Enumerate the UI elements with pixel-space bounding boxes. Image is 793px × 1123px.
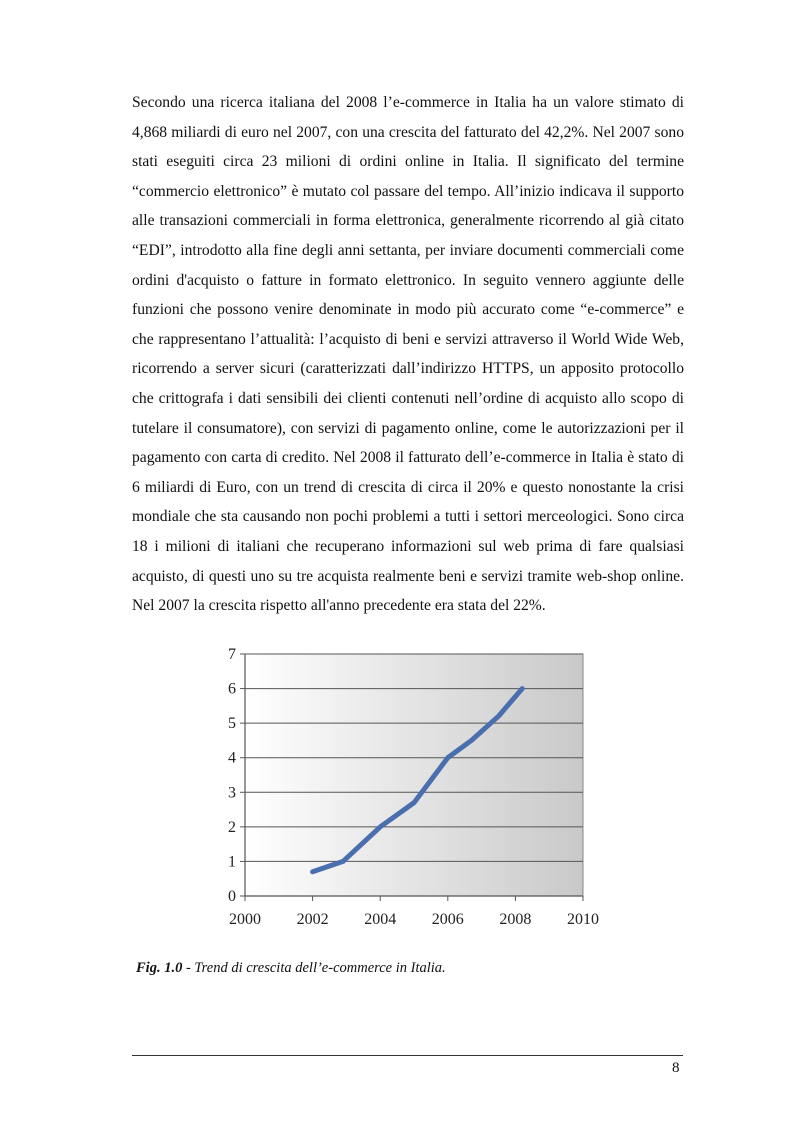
y-tick-label: 4	[228, 749, 236, 767]
x-tick-label: 2010	[567, 911, 599, 928]
y-tick-label: 7	[228, 646, 236, 663]
figure-caption	[136, 960, 446, 977]
y-tick-label: 3	[228, 784, 236, 802]
y-tick-label: 1	[228, 853, 236, 871]
y-tick-label: 6	[228, 680, 236, 698]
x-tick-label: 2002	[296, 911, 329, 928]
y-tick-label: 0	[228, 888, 236, 905]
x-axis-ticks	[229, 896, 599, 928]
page-number: 8	[672, 1060, 680, 1076]
growth-line-chart	[215, 640, 610, 940]
x-tick-label: 2006	[431, 911, 464, 928]
footer-rule	[132, 1055, 683, 1056]
y-tick-label: 2	[228, 818, 236, 836]
body-paragraph: Secondo una ricerca italiana del 2008 l’e-commerce in Italia ha un valore stimato di 4,868 miliardi di euro nel 2007, con una crescita del fatturato del 42,2%. Nel 2007 sono stati eseguiti circa 23 milioni di ordini online in Italia. Il significato del termine “commercio elettronico” è mutato col passare del tempo. All’inizio indicava il supporto alle transazioni commerciali in forma elettronica, generalmente ricorrendo al già citato “EDI”, introdotto alla fine degli anni settanta, per inviare documenti commerciali come ordini d'acquisto o fatture in formato elettronico. In seguito vennero aggiunte delle funzioni che possono venire denominate in modo più accurato come “e-commerce” e che rappresentano l’attualità: l’acquisto di beni e servizi attraverso il World Wide Web, ricorrendo a server sicuri (caratterizzati dall’indirizzo HTTPS, un apposito protocollo che crittografa i dati sensibili dei clienti contenuti nell’ordine di acquisto allo scopo di tutelare il consumatore), con servizi di pagamento online, come le autorizzazioni per il pagamento con carta di credito. Nel 2008 il fatturato dell’e-commerce in Italia è stato di 6 miliardi di Euro, con un trend di crescita di circa il 20% e questo nonostante la crisi mondiale che sta causando non pochi problemi a tutti i settori merceologici. Sono circa 18 i milioni di italiani che recuperano informazioni sul web prima di fare qualsiasi acquisto, di questi uno su tre acquista realmente beni e servizi tramite web-shop online. Nel 2007 la crescita rispetto all'anno precedente era stata del 22%.	[132, 94, 684, 615]
x-tick-label: 2000	[229, 911, 261, 928]
y-tick-label: 5	[228, 715, 236, 733]
y-axis-ticks	[228, 646, 245, 905]
figure-caption-text: - Trend di crescita dell’e-commerce in Italia.	[182, 960, 446, 976]
plot-area	[245, 654, 583, 896]
figure-label: Fig. 1.0	[136, 960, 183, 976]
x-tick-label: 2004	[364, 911, 397, 928]
x-tick-label: 2008	[499, 911, 532, 928]
